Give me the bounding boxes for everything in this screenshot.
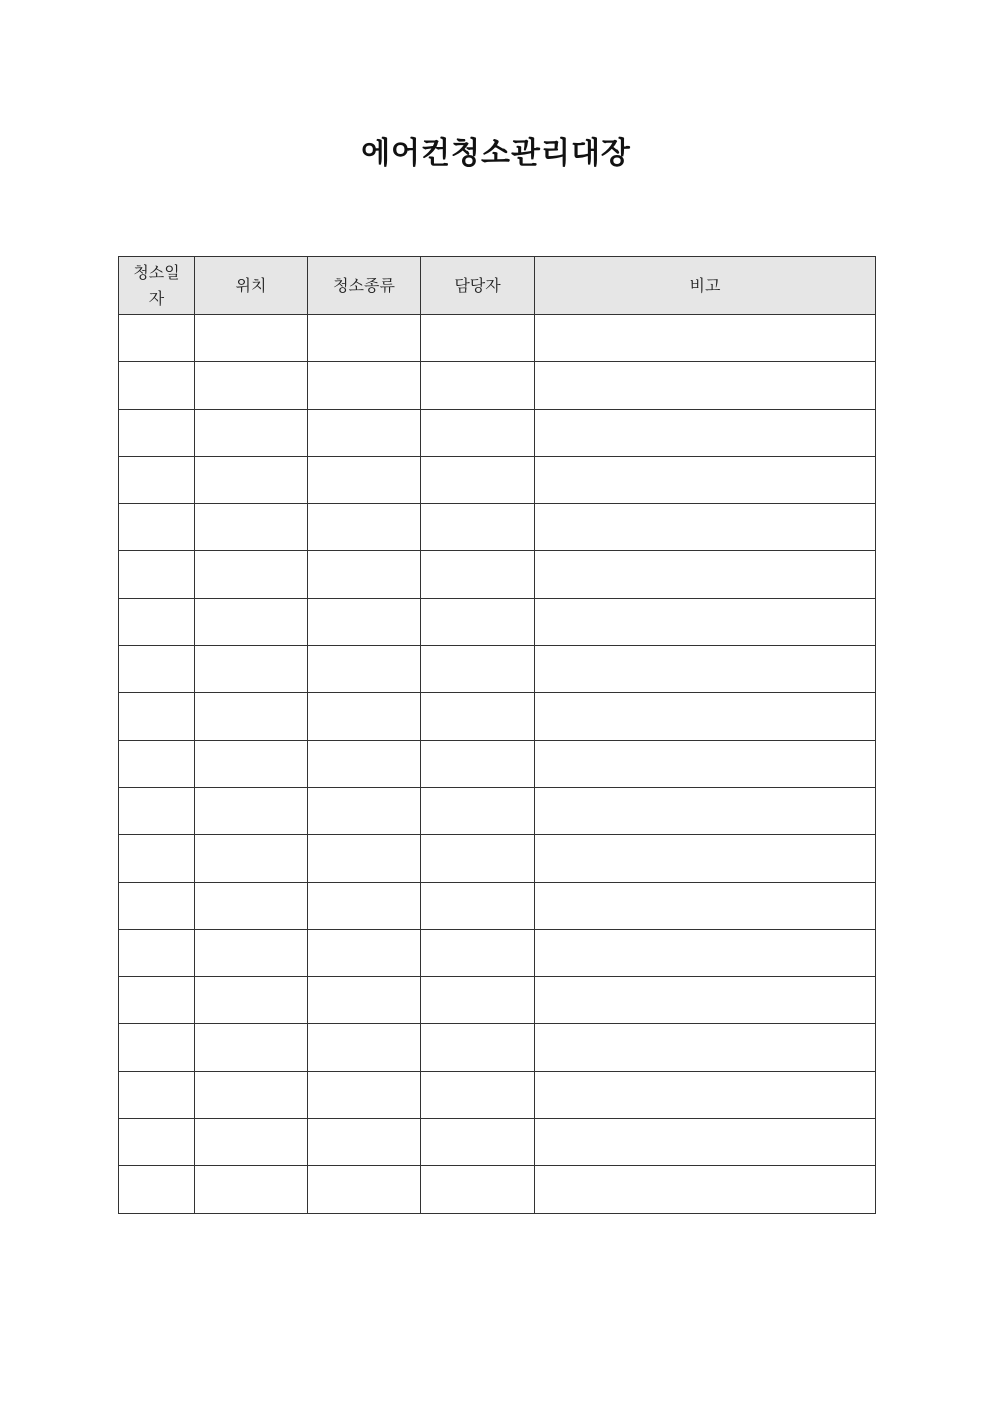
cell-cleaning-date[interactable]: [119, 1024, 195, 1071]
cell-cleaning-type[interactable]: [308, 598, 421, 645]
table-row: [119, 1119, 876, 1166]
table-row: [119, 693, 876, 740]
header-location: 위치: [195, 257, 308, 315]
cell-remarks[interactable]: [535, 551, 876, 598]
cell-remarks[interactable]: [535, 504, 876, 551]
cell-person-in-charge[interactable]: [421, 598, 535, 645]
cell-location[interactable]: [195, 1071, 308, 1118]
table-row: [119, 646, 876, 693]
table-row: [119, 835, 876, 882]
cell-cleaning-type[interactable]: [308, 740, 421, 787]
cell-location[interactable]: [195, 362, 308, 409]
cell-cleaning-type[interactable]: [308, 1071, 421, 1118]
cell-cleaning-date[interactable]: [119, 1071, 195, 1118]
cell-location[interactable]: [195, 551, 308, 598]
table-row: [119, 551, 876, 598]
cell-remarks[interactable]: [535, 315, 876, 362]
cell-remarks[interactable]: [535, 598, 876, 645]
cell-location[interactable]: [195, 835, 308, 882]
cell-remarks[interactable]: [535, 1071, 876, 1118]
cell-cleaning-type[interactable]: [308, 551, 421, 598]
cell-person-in-charge[interactable]: [421, 977, 535, 1024]
cell-person-in-charge[interactable]: [421, 740, 535, 787]
table-row: [119, 787, 876, 834]
cell-remarks[interactable]: [535, 1119, 876, 1166]
cell-remarks[interactable]: [535, 882, 876, 929]
cell-person-in-charge[interactable]: [421, 409, 535, 456]
table-row: [119, 315, 876, 362]
cell-remarks[interactable]: [535, 1166, 876, 1213]
header-row: [119, 257, 876, 315]
cell-location[interactable]: [195, 1119, 308, 1166]
cell-cleaning-date[interactable]: [119, 315, 195, 362]
cell-cleaning-date[interactable]: [119, 646, 195, 693]
cell-cleaning-date[interactable]: [119, 409, 195, 456]
table-row: [119, 598, 876, 645]
cell-cleaning-date[interactable]: [119, 362, 195, 409]
cell-person-in-charge[interactable]: [421, 646, 535, 693]
cell-cleaning-type[interactable]: [308, 646, 421, 693]
cell-location[interactable]: [195, 693, 308, 740]
table-row: [119, 740, 876, 787]
header-cleaning-date: 청소일자: [119, 257, 195, 315]
header-cleaning-type: 청소종류: [308, 257, 421, 315]
cell-cleaning-type[interactable]: [308, 362, 421, 409]
cell-location[interactable]: [195, 409, 308, 456]
cell-person-in-charge[interactable]: [421, 929, 535, 976]
table-row: [119, 456, 876, 503]
cell-remarks[interactable]: [535, 787, 876, 834]
cell-person-in-charge[interactable]: [421, 1071, 535, 1118]
cell-cleaning-type[interactable]: [308, 409, 421, 456]
table-row: [119, 362, 876, 409]
cell-person-in-charge[interactable]: [421, 787, 535, 834]
cell-remarks[interactable]: [535, 929, 876, 976]
cell-person-in-charge[interactable]: [421, 835, 535, 882]
table-body: [119, 315, 876, 1214]
cell-remarks[interactable]: [535, 693, 876, 740]
header-person-in-charge: 담당자: [421, 257, 535, 315]
cell-location[interactable]: [195, 977, 308, 1024]
cell-person-in-charge[interactable]: [421, 362, 535, 409]
cell-cleaning-type[interactable]: [308, 315, 421, 362]
cell-remarks[interactable]: [535, 456, 876, 503]
cell-remarks[interactable]: [535, 646, 876, 693]
cell-cleaning-type[interactable]: [308, 456, 421, 503]
cell-remarks[interactable]: [535, 409, 876, 456]
cell-cleaning-type[interactable]: [308, 693, 421, 740]
cell-cleaning-type[interactable]: [308, 787, 421, 834]
cell-location[interactable]: [195, 1024, 308, 1071]
table-row: [119, 929, 876, 976]
cell-person-in-charge[interactable]: [421, 504, 535, 551]
cell-cleaning-date[interactable]: [119, 456, 195, 503]
table-row: [119, 409, 876, 456]
cell-remarks[interactable]: [535, 835, 876, 882]
table-row: [119, 977, 876, 1024]
cell-cleaning-date[interactable]: [119, 551, 195, 598]
cell-location[interactable]: [195, 740, 308, 787]
cell-cleaning-date[interactable]: [119, 977, 195, 1024]
cell-cleaning-type[interactable]: [308, 1166, 421, 1213]
cell-person-in-charge[interactable]: [421, 456, 535, 503]
cell-cleaning-type[interactable]: [308, 1024, 421, 1071]
cell-person-in-charge[interactable]: [421, 551, 535, 598]
table-row: [119, 1166, 876, 1213]
cell-remarks[interactable]: [535, 977, 876, 1024]
cell-cleaning-date[interactable]: [119, 882, 195, 929]
cell-cleaning-date[interactable]: [119, 787, 195, 834]
cell-remarks[interactable]: [535, 1024, 876, 1071]
cell-location[interactable]: [195, 456, 308, 503]
cell-cleaning-type[interactable]: [308, 835, 421, 882]
cell-cleaning-date[interactable]: [119, 929, 195, 976]
header-remarks: 비고: [535, 257, 876, 315]
cell-location[interactable]: [195, 787, 308, 834]
cell-location[interactable]: [195, 315, 308, 362]
cell-cleaning-date[interactable]: [119, 740, 195, 787]
cell-cleaning-type[interactable]: [308, 1119, 421, 1166]
cell-cleaning-date[interactable]: [119, 693, 195, 740]
cell-location[interactable]: [195, 646, 308, 693]
cell-remarks[interactable]: [535, 740, 876, 787]
cell-location[interactable]: [195, 929, 308, 976]
table-row: [119, 1071, 876, 1118]
cell-person-in-charge[interactable]: [421, 882, 535, 929]
cell-cleaning-date[interactable]: [119, 504, 195, 551]
document-title: 에어컨청소관리대장: [361, 136, 631, 171]
cell-person-in-charge[interactable]: [421, 315, 535, 362]
cell-cleaning-date[interactable]: [119, 1119, 195, 1166]
cell-person-in-charge[interactable]: [421, 1166, 535, 1213]
cell-remarks[interactable]: [535, 362, 876, 409]
table-row: [119, 1024, 876, 1071]
cell-location[interactable]: [195, 598, 308, 645]
cell-cleaning-type[interactable]: [308, 882, 421, 929]
cell-location[interactable]: [195, 1166, 308, 1213]
cell-cleaning-date[interactable]: [119, 835, 195, 882]
cell-cleaning-date[interactable]: [119, 1166, 195, 1213]
cell-location[interactable]: [195, 504, 308, 551]
cell-person-in-charge[interactable]: [421, 693, 535, 740]
table-row: [119, 882, 876, 929]
cell-cleaning-type[interactable]: [308, 977, 421, 1024]
cell-person-in-charge[interactable]: [421, 1024, 535, 1071]
cell-cleaning-type[interactable]: [308, 929, 421, 976]
cell-location[interactable]: [195, 882, 308, 929]
cell-person-in-charge[interactable]: [421, 1119, 535, 1166]
cell-cleaning-date[interactable]: [119, 598, 195, 645]
cell-cleaning-type[interactable]: [308, 504, 421, 551]
cleaning-log-table: [118, 256, 876, 1214]
table-row: [119, 504, 876, 551]
